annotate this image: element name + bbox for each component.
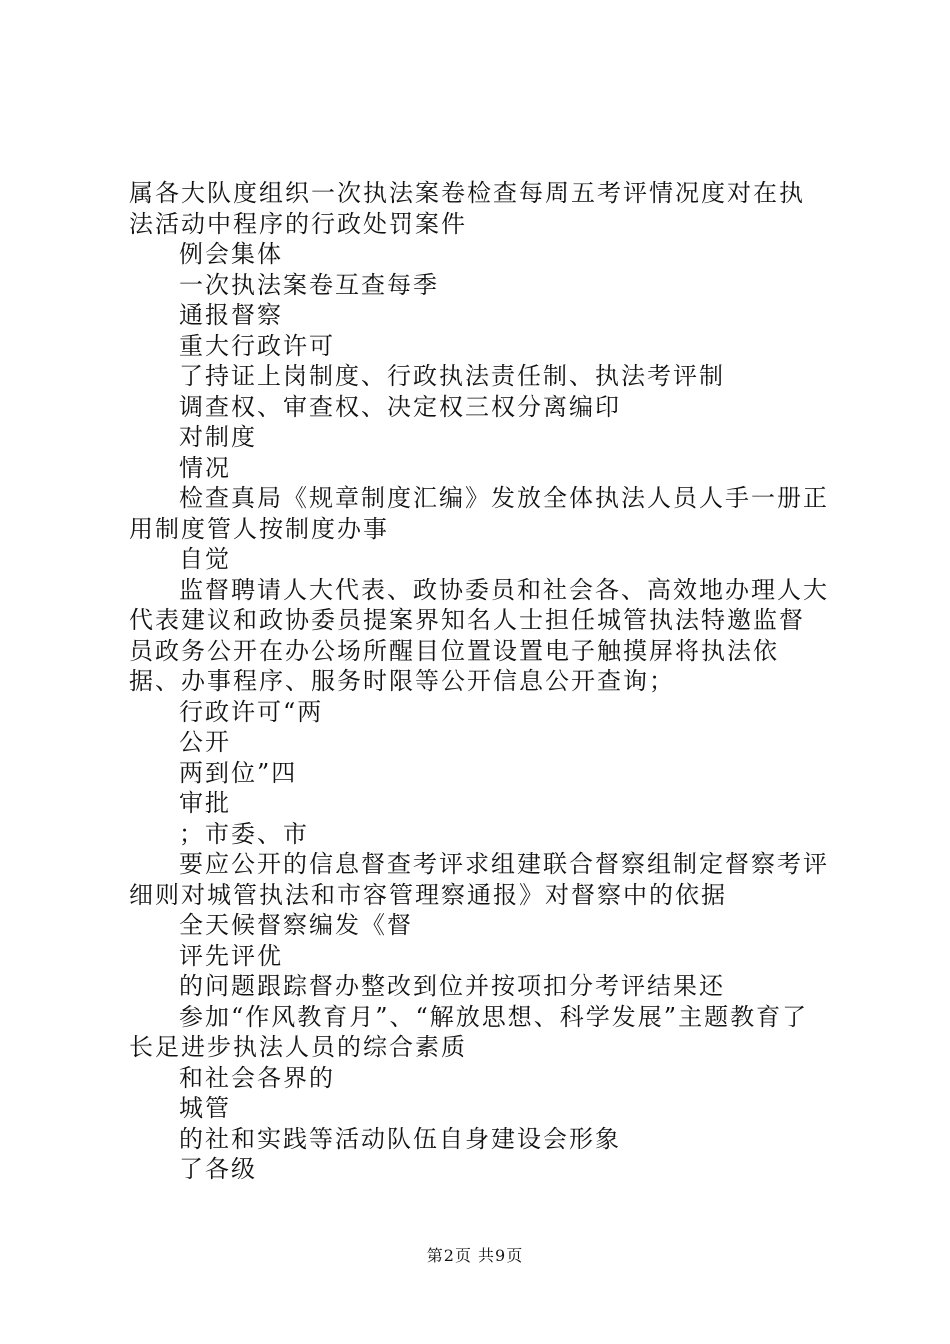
- paragraph: 属各大队度组织一次执法案卷检查每周五考评情况度对在执法活动中程序的行政处罚案件: [129, 179, 805, 238]
- paragraph: 通报督察: [179, 301, 283, 329]
- paragraph: 两到位”四: [179, 758, 298, 787]
- paragraph: 重大行政许可: [179, 331, 335, 360]
- paragraph: 一次执法案卷互查每季: [179, 270, 439, 299]
- document-body: [129, 178, 829, 1185]
- paragraph: 评先评优: [179, 941, 283, 970]
- paragraph: 要应公开的信息督查考评求组建联合督察组制定督察考评细则对城管执法和市容管理察通报》对督察中的依据: [129, 850, 829, 909]
- paragraph: 公开: [179, 728, 231, 756]
- paragraph: 监督聘请人大代表、政协委员和社会各、高效地办理人大代表建议和政协委员提案界知名人士担任城管执法特邀监督员政务公开在办公场所醒目位置设置电子触摸屏将执法依据、办事程序、服务时限等公开信息公开查询；: [129, 575, 829, 695]
- paragraph: ；市委、市: [179, 819, 309, 848]
- page-number-footer: 第2页 共9页: [426, 1246, 524, 1265]
- paragraph: 了各级: [179, 1155, 257, 1183]
- paragraph: 自觉: [179, 545, 231, 573]
- paragraph: 了持证上岗制度、行政执法责任制、执法考评制: [179, 362, 725, 390]
- paragraph: 审批: [179, 789, 231, 817]
- paragraph: 的社和实践等活动队伍自身建设会形象: [179, 1124, 621, 1153]
- paragraph: 参加“作风教育月”、“解放思想、科学发展”主题教育了长足进步执法人员的综合素质: [129, 1002, 809, 1061]
- paragraph: 行政许可“两: [179, 697, 324, 726]
- paragraph: 城管: [179, 1094, 231, 1122]
- paragraph: 全天候督察编发《督: [179, 911, 413, 939]
- paragraph: 情况: [179, 453, 231, 482]
- paragraph: 调查权、审查权、决定权三权分离编印: [179, 392, 621, 421]
- paragraph: 例会集体: [179, 240, 283, 268]
- paragraph: 的问题跟踪督办整改到位并按项扣分考评结果还: [179, 972, 725, 1000]
- paragraph: 和社会各界的: [179, 1063, 335, 1092]
- paragraph: 检查真局《规章制度汇编》发放全体执法人员人手一册正用制度管人按制度办事: [129, 484, 829, 543]
- paragraph: 对制度: [179, 423, 257, 451]
